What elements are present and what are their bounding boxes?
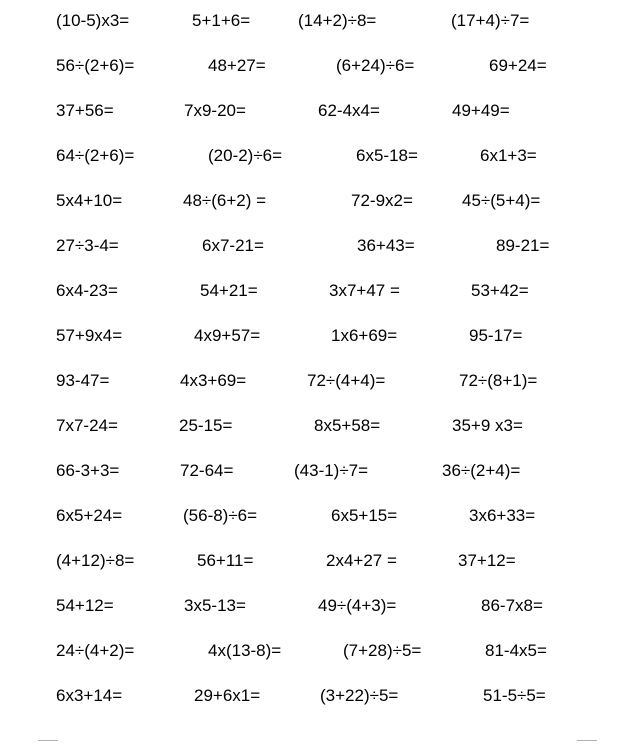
math-problem: 51-5÷5= xyxy=(483,686,546,705)
math-problem: 36÷(2+4)= xyxy=(442,461,521,480)
math-problem: 7x7-24= xyxy=(56,416,118,435)
math-problem: 45÷(5+4)= xyxy=(462,191,541,210)
math-problem: 53+42= xyxy=(471,281,529,300)
math-problem: 48÷(6+2) = xyxy=(183,191,267,210)
problem-row xyxy=(0,51,634,81)
math-problem: (43-1)÷7= xyxy=(294,461,369,480)
problem-row xyxy=(0,141,634,171)
math-problem: 6x1+3= xyxy=(480,146,537,165)
math-problem: 3x6+33= xyxy=(469,506,536,525)
math-problem: 7x9-20= xyxy=(184,101,246,120)
math-problem: 1x6+69= xyxy=(331,326,398,345)
math-problem: 93-47= xyxy=(56,371,110,390)
math-problem: 64÷(2+6)= xyxy=(56,146,135,165)
problem-row xyxy=(0,501,634,531)
math-problem: 4x(13-8)= xyxy=(208,641,282,660)
math-problem: 69+24= xyxy=(489,56,547,75)
math-problem: 72-64= xyxy=(180,461,234,480)
math-problem: 62-4x4= xyxy=(318,101,380,120)
math-problem: (14+2)÷8= xyxy=(298,11,377,30)
problem-row xyxy=(0,6,634,36)
math-problem: 27÷3-4= xyxy=(56,236,119,255)
math-problem: 95-17= xyxy=(469,326,523,345)
math-problem: 6x3+14= xyxy=(56,686,123,705)
math-problem: 24÷(4+2)= xyxy=(56,641,135,660)
math-problem: 5x4+10= xyxy=(56,191,123,210)
math-problem: 4x9+57= xyxy=(194,326,261,345)
math-problem: (7+28)÷5= xyxy=(343,641,422,660)
math-problem: 66-3+3= xyxy=(56,461,120,480)
math-problem: 86-7x8= xyxy=(481,596,543,615)
math-problem: 35+9 x3= xyxy=(452,416,523,435)
math-problem: (6+24)÷6= xyxy=(336,56,415,75)
math-problem: 6x4-23= xyxy=(56,281,118,300)
problem-row xyxy=(0,636,634,666)
math-problem: 37+56= xyxy=(56,101,114,120)
math-problem: 48+27= xyxy=(208,56,266,75)
problem-row xyxy=(0,591,634,621)
math-problem: 2x4+27 = xyxy=(326,551,397,570)
math-problem: 25-15= xyxy=(179,416,233,435)
math-problem: 72-9x2= xyxy=(351,191,413,210)
problem-row xyxy=(0,366,634,396)
problem-row xyxy=(0,546,634,576)
math-problem: 56÷(2+6)= xyxy=(56,56,135,75)
math-problem: 57+9x4= xyxy=(56,326,123,345)
problem-row xyxy=(0,186,634,216)
math-problem: (10-5)x3= xyxy=(56,11,130,30)
math-problem: (56-8)÷6= xyxy=(183,506,258,525)
problem-row xyxy=(0,231,634,261)
math-problem: 29+6x1= xyxy=(194,686,261,705)
math-problem: (4+12)÷8= xyxy=(56,551,135,570)
math-problem: 72÷(4+4)= xyxy=(307,371,386,390)
math-problem: 36+43= xyxy=(357,236,415,255)
math-problem: (20-2)÷6= xyxy=(208,146,283,165)
math-problem: 8x5+58= xyxy=(314,416,381,435)
math-problem: 54+12= xyxy=(56,596,114,615)
problem-row xyxy=(0,96,634,126)
math-problem: 6x7-21= xyxy=(202,236,264,255)
math-problem: 49+49= xyxy=(452,101,510,120)
math-problem: 49÷(4+3)= xyxy=(318,596,397,615)
problem-row xyxy=(0,456,634,486)
math-problem: 6x5+24= xyxy=(56,506,123,525)
math-problem: 54+21= xyxy=(200,281,258,300)
problem-row xyxy=(0,681,634,711)
math-problem: 72÷(8+1)= xyxy=(459,371,538,390)
math-problem: 3x7+47 = xyxy=(329,281,400,300)
problem-row xyxy=(0,321,634,351)
page-corner-mark-left xyxy=(38,740,58,741)
math-problem: 3x5-13= xyxy=(184,596,246,615)
math-problem: 56+11= xyxy=(197,551,254,570)
page-corner-mark-right xyxy=(577,740,597,741)
math-problem: 37+12= xyxy=(458,551,516,570)
math-problem: 6x5-18= xyxy=(356,146,418,165)
math-problem: (17+4)÷7= xyxy=(451,11,530,30)
problem-row xyxy=(0,276,634,306)
math-problem: (3+22)÷5= xyxy=(320,686,399,705)
math-problem: 4x3+69= xyxy=(180,371,247,390)
math-problem: 6x5+15= xyxy=(331,506,398,525)
math-problem: 89-21= xyxy=(496,236,550,255)
math-problem: 81-4x5= xyxy=(485,641,547,660)
math-problem: 5+1+6= xyxy=(192,11,251,30)
problem-row xyxy=(0,411,634,441)
